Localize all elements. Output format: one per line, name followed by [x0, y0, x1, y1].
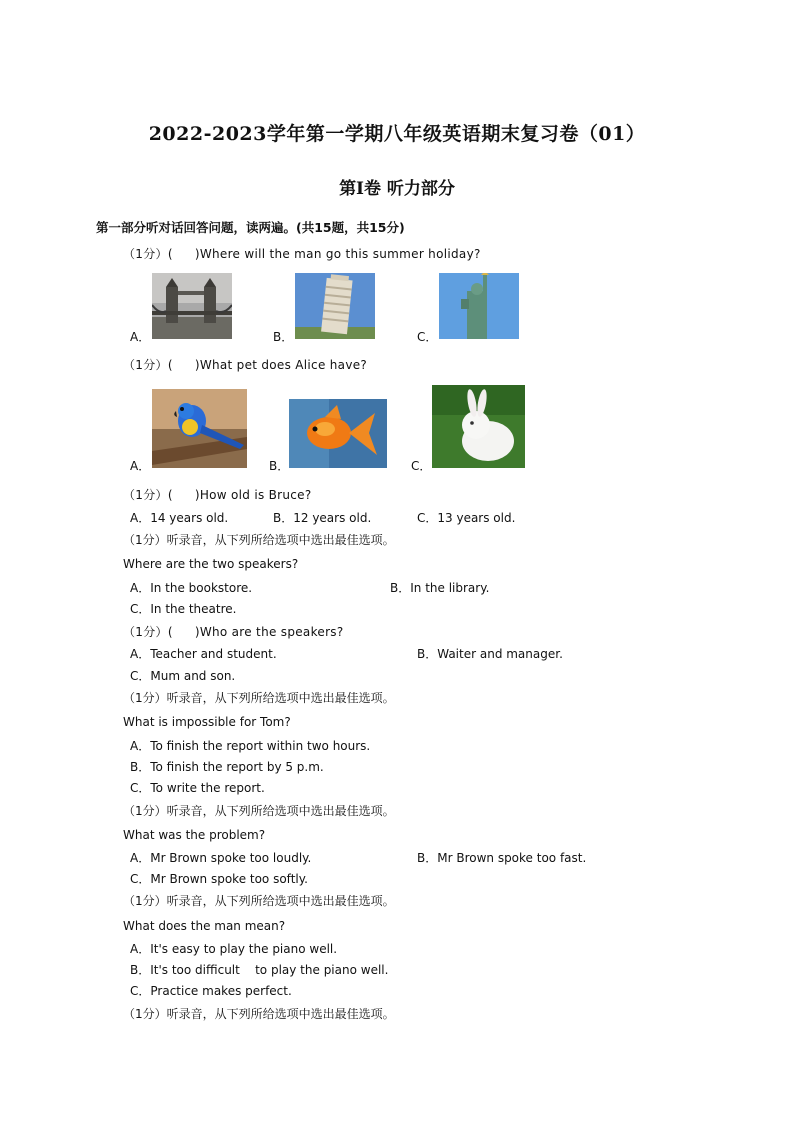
option-label: A．: [130, 330, 151, 344]
listen-instruction: （1分）听录音，从下列所给选项中选出最佳选项。: [123, 1007, 395, 1021]
page-title: 2022-2023学年第一学期八年级英语期末复习卷（01）: [148, 123, 646, 145]
option-b: B．Mr Brown spoke too fast.: [417, 851, 587, 865]
leaning-tower-of-pisa-photo: [295, 273, 375, 339]
option-b: B．It's too difficult to play the piano well.: [130, 963, 389, 977]
question-8: What does the man mean?: [123, 919, 286, 933]
listen-instruction: （1分）听录音，从下列所给选项中选出最佳选项。: [123, 533, 395, 547]
option-c: C．Practice makes perfect.: [130, 984, 292, 998]
option-label: C．: [411, 459, 432, 473]
option-label: A．: [130, 459, 151, 473]
parrot-photo: [152, 389, 247, 468]
option-b: B．Waiter and manager.: [417, 647, 563, 661]
part-title: 第Ⅰ卷 听力部分: [339, 179, 455, 199]
option-b: B．12 years old.: [273, 511, 372, 525]
option-label: C．: [417, 330, 438, 344]
question-1: （1分）( )Where will the man go this summer holiday?: [123, 247, 481, 261]
goldfish-photo: [289, 399, 387, 468]
tower-bridge-photo: [152, 273, 232, 339]
question-3: （1分）( )How old is Bruce?: [123, 488, 312, 502]
option-a: A．To finish the report within two hours.: [130, 739, 371, 753]
statue-of-liberty-photo: [439, 273, 519, 339]
option-c: C．13 years old.: [417, 511, 516, 525]
listen-instruction: （1分）听录音，从下列所给选项中选出最佳选项。: [123, 691, 395, 705]
option-a: A．14 years old.: [130, 511, 229, 525]
question-4: Where are the two speakers?: [123, 557, 299, 571]
question-6: What is impossible for Tom?: [123, 715, 291, 729]
option-c: C．In the theatre.: [130, 602, 237, 616]
option-a: A．Teacher and student.: [130, 647, 277, 661]
option-b: B．In the library.: [390, 581, 490, 595]
option-a: A．It's easy to play the piano well.: [130, 942, 338, 956]
listen-instruction: （1分）听录音，从下列所给选项中选出最佳选项。: [123, 804, 395, 818]
section-instruction: 第一部分听对话回答问题，读两遍。(共15题，共15分): [96, 220, 405, 235]
option-a: A．Mr Brown spoke too loudly.: [130, 851, 312, 865]
option-c: C．To write the report.: [130, 781, 265, 795]
option-c: C．Mr Brown spoke too softly.: [130, 872, 308, 886]
option-label: B．: [273, 330, 294, 344]
listen-instruction: （1分）听录音，从下列所给选项中选出最佳选项。: [123, 894, 395, 908]
rabbit-photo: [432, 385, 525, 468]
question-2: （1分）( )What pet does Alice have?: [123, 358, 368, 372]
question-7: What was the problem?: [123, 828, 266, 842]
option-a: A．In the bookstore.: [130, 581, 253, 595]
question-5: （1分）( )Who are the speakers?: [123, 625, 344, 639]
option-c: C．Mum and son.: [130, 669, 236, 683]
option-b: B．To finish the report by 5 p.m.: [130, 760, 324, 774]
option-label: B．: [269, 459, 290, 473]
